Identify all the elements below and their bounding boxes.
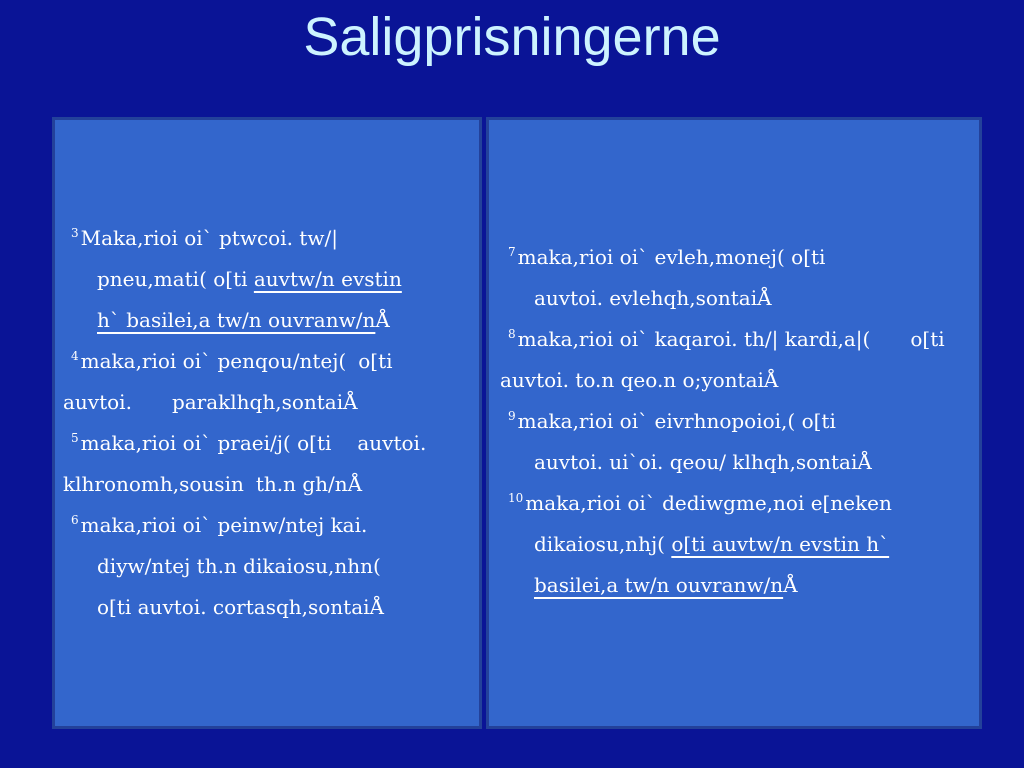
verse-3-line-2: pneu,mati( o[ti auvtw/n evstin xyxy=(97,267,402,291)
verse-number: 8 xyxy=(508,327,516,341)
verse-5-line-2: klhronomh,sousin th.n gh/nÅ xyxy=(63,472,363,496)
verse-3-line-1: $^3$ Maka,rioi oi` ptwcoi. tw/| xyxy=(71,226,338,250)
left-text-block xyxy=(63,218,426,628)
verse-8-line-2: auvtoi. to.n qeo.n o;yontaiÅ xyxy=(500,368,779,392)
verse-4-line-1: $^4$ maka,rioi oi` penqou/ntej( o[ti xyxy=(71,349,393,373)
verse-number: 10 xyxy=(508,491,524,505)
verse-6-line-2: diyw/ntej th.n dikaiosu,nhn( xyxy=(97,554,381,578)
verse-number: 9 xyxy=(508,409,516,423)
slide-title: Saligprisningerne xyxy=(303,7,721,67)
left-text-panel xyxy=(52,117,482,729)
verse-7-line-2: auvtoi. evlehqh,sontaiÅ xyxy=(534,286,772,310)
right-text-block xyxy=(500,237,945,606)
verse-number: 5 xyxy=(71,431,79,445)
verse-10-line-1: $^{10}$ maka,rioi oi` dediwgme,noi e[neken xyxy=(508,491,892,515)
verse-6-line-1: $^6$ maka,rioi oi` peinw/ntej kai. xyxy=(71,513,368,537)
verse-4-line-2: auvtoi. paraklhqh,sontaiÅ xyxy=(63,390,358,414)
verse-6-line-3: o[ti auvtoi. cortasqh,sontaiÅ xyxy=(97,595,384,619)
verse-number: 6 xyxy=(71,513,79,527)
verse-number: 7 xyxy=(508,245,516,259)
verse-8-line-1: $^8$ maka,rioi oi` kaqaroi. th/| kardi,a|( o[ti xyxy=(508,327,945,351)
verse-number: 4 xyxy=(71,349,79,363)
verse-9-line-1: $^9$ maka,rioi oi` eivrhnopoioi,( o[ti xyxy=(508,409,836,433)
verse-5-line-1: $^5$ maka,rioi oi` praei/j( o[ti auvtoi. xyxy=(71,431,427,455)
verse-9-line-2: auvtoi. ui`oi. qeou/ klhqh,sontaiÅ xyxy=(534,450,872,474)
verse-number: 3 xyxy=(71,226,79,240)
verse-7-line-1: $^7$ maka,rioi oi` evleh,monej( o[ti xyxy=(508,245,826,269)
right-text-panel xyxy=(486,117,982,729)
verse-10-line-3: basilei,a tw/n ouvranw/nÅ xyxy=(534,573,798,597)
verse-3-line-3: h` basilei,a tw/n ouvranw/nÅ xyxy=(97,308,390,332)
verse-10-line-2: dikaiosu,nhj( o[ti auvtw/n evstin h` xyxy=(534,532,890,556)
